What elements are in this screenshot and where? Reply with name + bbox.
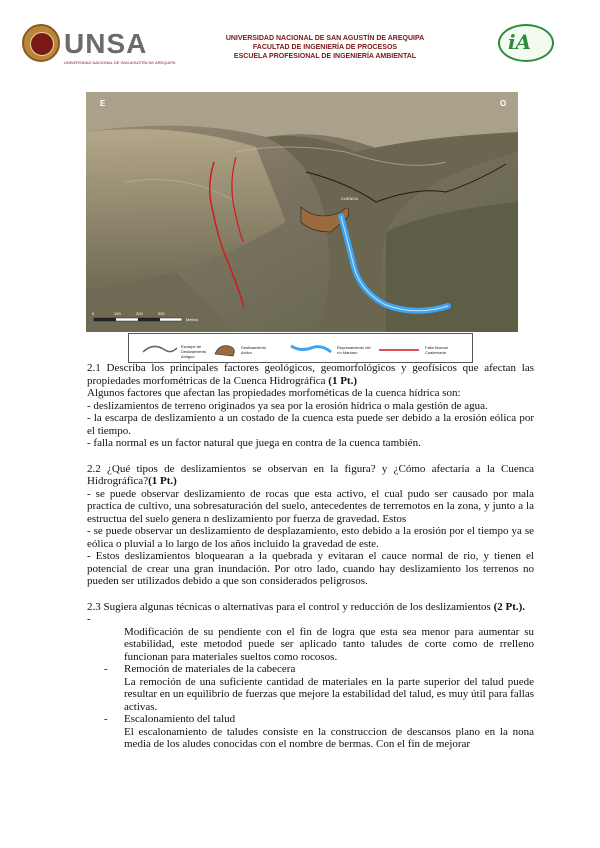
compass-west-label: O (500, 99, 507, 108)
scale-unit: Metros (186, 317, 199, 322)
terrain-figure (86, 92, 518, 332)
compass-east-label: E (100, 99, 106, 108)
answer-2-2-line-3: - Estos deslizamientos bloquearan a la quebrada y evitaran el cauce normal de rio, y tienen el potencial de crear una gran inundación. Por otro lado, cuando hay deslizamiento los terrenos no pueden ser utilizados debido a que son considerados peligrosos. (87, 550, 534, 587)
environmental-engineering-logo-icon: iA (498, 24, 554, 62)
answer-2-3-item-3-title: - Escalonamiento del talud (104, 713, 236, 725)
legend-escarpe: Escarpe de Deslizamiento Antiguo (181, 344, 207, 359)
escarpe-legend-icon (143, 346, 177, 352)
terrain-image (86, 92, 518, 332)
answer-2-3-item-2-text: La remoción de una suficiente cantidad de materiales en la parte superior del talud puede resultar en un equilibrio de fuerzas que mejore la estabilidad del talud, es muy útil para fallas activas. (124, 675, 534, 713)
answer-2-1-line-3: - la escarpa de deslizamiento a un costado de la cuenca esta puede ser debido a la erosión eólica por el tiempo. (87, 412, 534, 437)
institution-line-1: UNIVERSIDAD NACIONAL DE SAN AGUSTÍN DE AREQUIPA (225, 35, 425, 42)
scale-label-0: 0 (92, 311, 95, 316)
figure-legend (128, 333, 473, 363)
river-legend-icon (291, 346, 331, 352)
university-seal-icon (22, 24, 60, 62)
document-body (87, 362, 534, 751)
question-2-3: 2.3 Sugiera algunas técnicas o alternativas para el control y reducción de los deslizamientos (2 Pt.). (87, 600, 526, 613)
answer-2-1-line-4: - falla normal es un factor natural que juega en contra de la cuenca también. (87, 437, 421, 449)
landslide-legend-icon (215, 346, 234, 356)
unsa-logo-subtext: UNIVERSIDAD NACIONAL DE SAN AGUSTÍN DE AREQUIPA (64, 60, 176, 65)
unsa-logo-text: UNSA (64, 28, 148, 59)
legend-falla: Falla Normal Cuaternaria (425, 345, 448, 355)
legend-represamiento: Represamiento del río Mantaro (337, 345, 371, 355)
institution-line-2: FACULTAD DE INGENIERÍA DE PROCESOS (252, 44, 398, 51)
page-header (0, 0, 600, 80)
answer-2-1-line-2: - deslizamientos de terreno originados ya sea por la erosión hídrica o mala gestión de agua. (87, 399, 488, 412)
answer-2-2-line-2: - se puede observar un deslizamiento de desplazamiento, esto debido a la erosión por el tiempo ya se eólica o pluvial a lo largo de los años incluido la gravedad de este. (87, 525, 534, 550)
answer-2-1-line-1: Algunos factores que afectan las propiedades morfométicas de la cuenca hídrica son: (87, 387, 461, 399)
scale-label-300: 300 (158, 311, 165, 316)
answer-2-3-dash: - (87, 613, 91, 625)
question-2-2: 2.2 ¿Qué tipos de deslizamientos se observan en la figura? y ¿Cómo afectaría a la Cuenca Hidrográfica?(1 Pt.) (87, 462, 534, 487)
institution-line-3: ESCUELA PROFESIONAL DE INGENIERÍA AMBIENTAL (233, 53, 417, 60)
answer-2-3-item-3-text: El escalonamiento de taludes consiste en la construccion de descansos plano en la nona media de los aludes conocidas con el nombre de bermas. Con el fin de mejorar (124, 725, 534, 750)
scale-label-100: 100 (114, 311, 121, 316)
legend-deslizamiento: Deslizamiento Activo (241, 345, 267, 355)
question-2-1: 2.1 Describa los principales factores geológicos, geomorfológicos y geofísicos que afectan las propiedades morfométricas de la Cuenca Hidrográfica (1 Pt.) (87, 362, 534, 387)
answer-2-3-item-2-title: - Remoción de materiales de la cabecera (104, 663, 296, 675)
answer-2-3-paragraph-1: Modificación de su pendiente con el fin de logra que esta sea menor para aumentar su estabilidad, este metodod puede ser aplicado tanto taludes de corte como de rrelleno funcionan para materiales sueltos como rocosos. (124, 625, 534, 663)
answer-2-2-line-1: - se puede observar deslizamiento de rocas que esta activo, el cual pudo ser causado por mala practica de cultivo, una sobresaturación del suelo, antecedentes de terremotos en la zona, y junto a la estructua del suelo genera n deslizamiento por fuerza de gravedad. Estos (87, 487, 534, 525)
cuenca-label: CUENCA (341, 196, 358, 201)
scale-label-200: 200 (136, 311, 143, 316)
